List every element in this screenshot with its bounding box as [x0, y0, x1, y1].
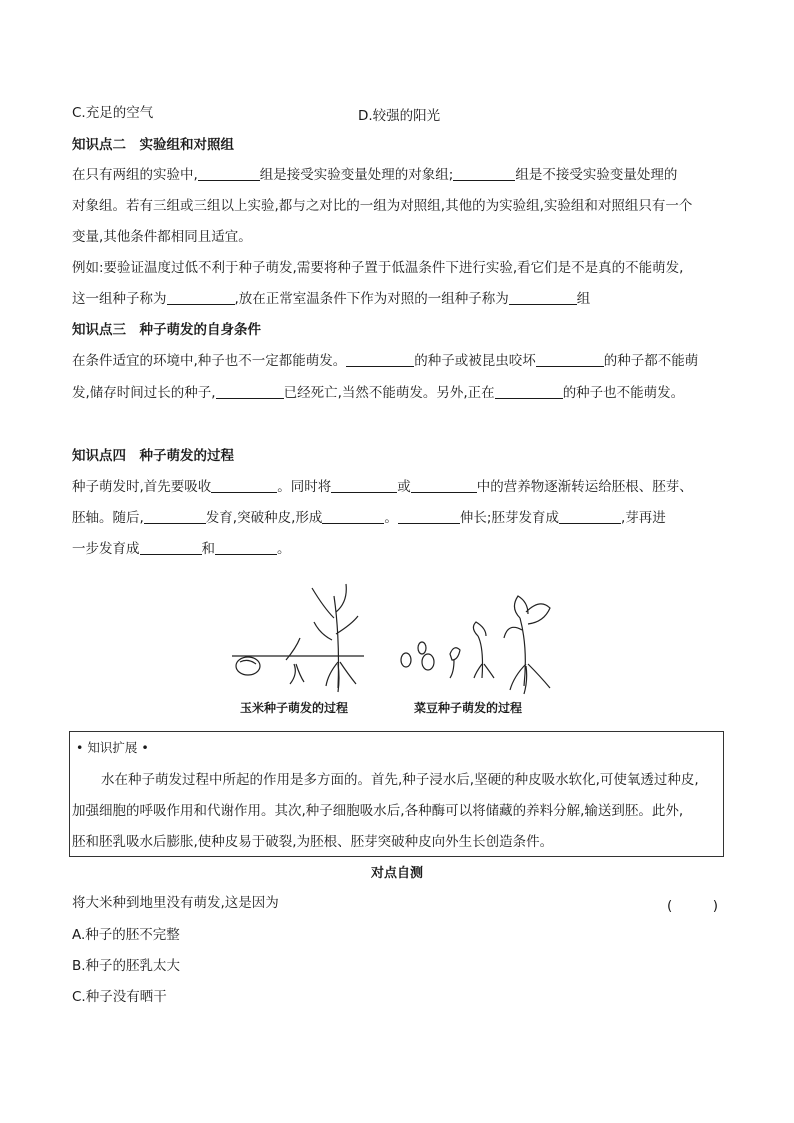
blank[interactable] [536, 352, 604, 367]
option-a: A.种子的胚不完整 [72, 927, 180, 943]
germination-figure [228, 578, 564, 696]
option-c2: C.种子没有晒干 [72, 989, 167, 1005]
blank[interactable] [140, 540, 202, 555]
blank[interactable] [198, 166, 260, 181]
caption-corn: 玉米种子萌发的过程 [240, 701, 349, 715]
kp2-line-1: 在只有两组的实验中, 组是接受实验变量处理的对象组; 组是不接受实验变量处理的 [72, 167, 678, 183]
kp4-heading: 知识点四 种子萌发的过程 [72, 448, 234, 464]
blank[interactable] [411, 478, 477, 493]
extension-line-3: 胚和胚乳吸水后膨胀,使种皮易于破裂,为胚根、胚芽突破种皮向外生长创造条件。 [72, 834, 554, 850]
corn-germination-drawing [232, 584, 364, 692]
kp3-heading: 知识点三 种子萌发的自身条件 [72, 322, 261, 338]
extension-line-2: 加强细胞的呼吸作用和代谢作用。其次,种子细胞吸水后,各种酶可以将储藏的养料分解,输送到胚。此外, [72, 803, 684, 819]
self-test-heading: 对点自测 [370, 866, 423, 881]
kp2-line-2: 对象组。若有三组或三组以上实验,都与之对比的一组为对照组,其他的为实验组,实验组和对照组只有一个 [72, 198, 693, 214]
kp2-heading: 知识点二 实验组和对照组 [72, 137, 234, 153]
option-d: D.较强的阳光 [358, 108, 441, 124]
kp3-line-1: 在条件适宜的环境中,种子也不一定都能萌发。 的种子或被昆虫咬坏 的种子都不能萌 [72, 353, 699, 369]
extension-title: • 知识扩展 • [76, 740, 149, 755]
kp4-line-2: 胚轴。随后, 发育,突破种皮,形成 。 伸长;胚芽发育成 ,芽再进 [72, 510, 666, 526]
blank[interactable] [398, 509, 460, 524]
kp2-line-4: 例如:要验证温度过低不利于种子萌发,需要将种子置于低温条件下进行实验,看它们是不是真的不能萌发, [72, 260, 684, 276]
kp3-line-2: 发,储存时间过长的种子, 已经死亡,当然不能萌发。另外,正在 的种子也不能萌发。 [72, 385, 685, 401]
kp2-line-5: 这一组种子称为 ,放在正常室温条件下作为对照的一组种子称为 组 [72, 291, 591, 307]
kp4-line-1: 种子萌发时,首先要吸收 。同时将 或 中的营养物逐渐转运给胚根、胚芽、 [72, 479, 693, 495]
blank[interactable] [559, 509, 621, 524]
blank[interactable] [509, 290, 577, 305]
blank[interactable] [495, 384, 563, 399]
blank[interactable] [346, 352, 414, 367]
blank[interactable] [215, 540, 277, 555]
kp2-line-3: 变量,其他条件都相同且适宜。 [72, 229, 252, 245]
knowledge-extension-box [69, 731, 724, 857]
question: 将大米种到地里没有萌发,这是因为 [72, 895, 279, 911]
blank[interactable] [144, 509, 206, 524]
blank[interactable] [167, 290, 235, 305]
caption-bean: 菜豆种子萌发的过程 [414, 701, 523, 715]
extension-line-1: 水在种子萌发过程中所起的作用是多方面的。首先,种子浸水后,坚硬的种皮吸水软化,可使氧透过种皮, [101, 772, 699, 788]
blank[interactable] [211, 478, 277, 493]
blank[interactable] [216, 384, 284, 399]
blank[interactable] [322, 509, 384, 524]
option-c: C.充足的空气 [72, 105, 154, 121]
answer-paren[interactable]: ( ) [667, 898, 719, 914]
bean-germination-drawing [401, 596, 550, 694]
kp4-line-3: 一步发育成 和 。 [72, 541, 291, 557]
option-b: B.种子的胚乳太大 [72, 958, 181, 974]
blank[interactable] [453, 166, 515, 181]
blank[interactable] [331, 478, 397, 493]
